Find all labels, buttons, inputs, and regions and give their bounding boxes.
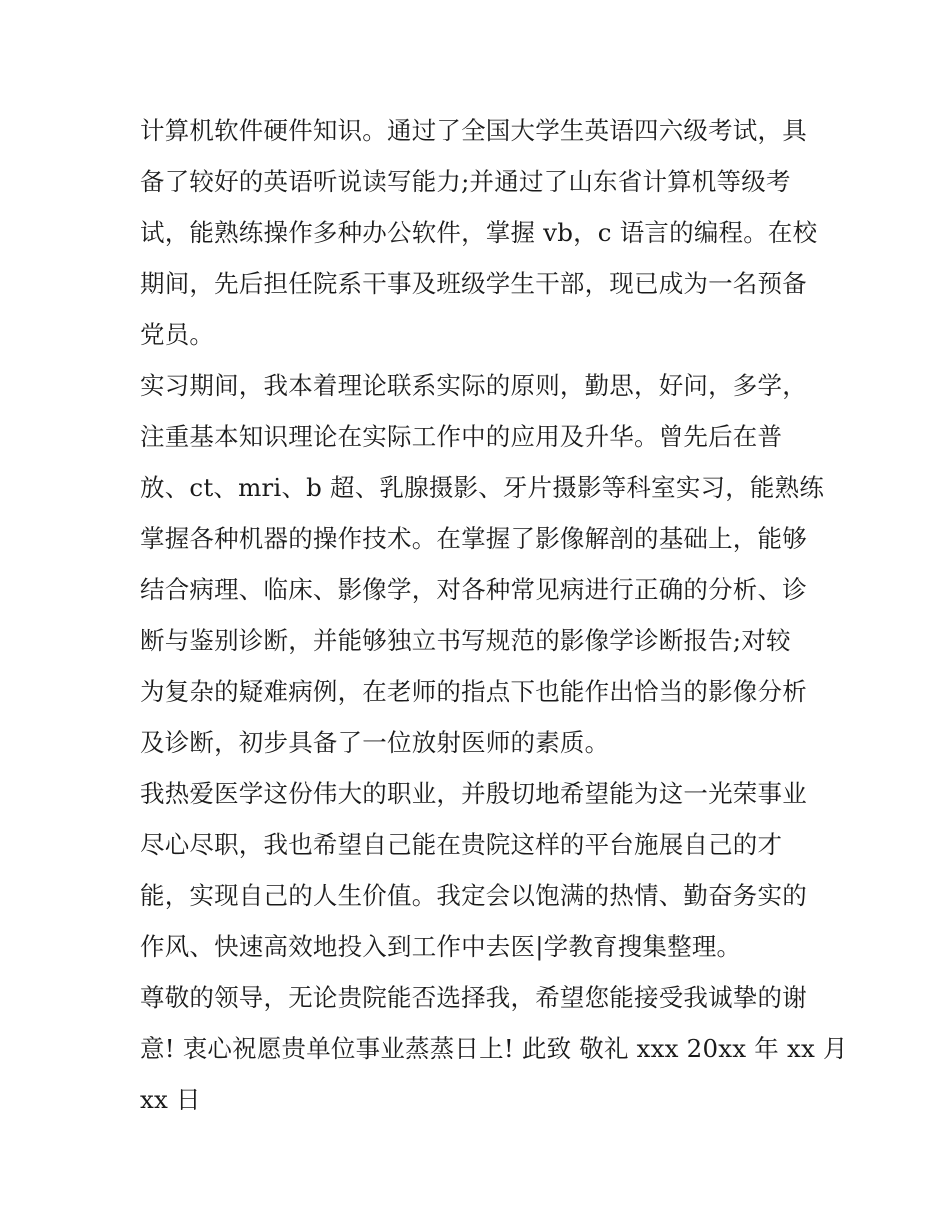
text-line: 作风、快速高效地投入到工作中去医|学教育搜集整理。 [140,932,742,961]
text-line: 我热爱医学这份伟大的职业，并殷切地希望能为这一光荣事业 [140,779,807,808]
text-line: 尊敬的领导，无论贵院能否选择我，希望您能接受我诚挚的谢 [140,983,807,1012]
document-body [140,105,848,1125]
text-line: 党员。 [140,320,215,349]
paragraph-education [140,105,818,360]
text-line: xx 日 [140,1085,201,1114]
text-line: 试，能熟练操作多种办公软件，掌握 vb，c 语言的编程。在校 [140,218,818,247]
text-line: 实习期间，我本着理论联系实际的原则，勤思，好问，多学， [140,371,807,400]
text-line: 期间，先后担任院系干事及班级学生干部，现已成为一名预备 [140,269,807,298]
text-line: 断与鉴别诊断，并能够独立书写规范的影像学诊断报告;对较 [140,626,791,655]
paragraph-internship [140,360,825,768]
text-line: 计算机软件硬件知识。通过了全国大学生英语四六级考试，具 [140,116,807,145]
paragraph-closing [140,972,848,1125]
text-line: 能，实现自己的人生价值。我定会以饱满的热情、勤奋务实的 [140,881,807,910]
text-line: 放、ct、mri、b 超、乳腺摄影、牙片摄影等科室实习，能熟练 [140,473,825,502]
paragraph-aspiration [140,768,815,972]
text-line: 为复杂的疑难病例，在老师的指点下也能作出恰当的影像分析 [140,677,807,706]
text-line: 尽心尽职，我也希望自己能在贵院这样的平台施展自己的才 [140,830,783,859]
text-line: 掌握各种机器的操作技术。在掌握了影像解剖的基础上，能够 [140,524,807,553]
text-line: 备了较好的英语听说读写能力;并通过了山东省计算机等级考 [140,167,791,196]
text-line: 结合病理、临床、影像学，对各种常见病进行正确的分析、诊 [140,575,807,604]
text-line: 意! 衷心祝愿贵单位事业蒸蒸日上! 此致 敬礼 xxx 20xx 年 xx 月 [140,1034,848,1063]
text-line: 注重基本知识理论在实际工作中的应用及升华。曾先后在普 [140,422,783,451]
text-line: 及诊断，初步具备了一位放射医师的素质。 [140,728,610,757]
